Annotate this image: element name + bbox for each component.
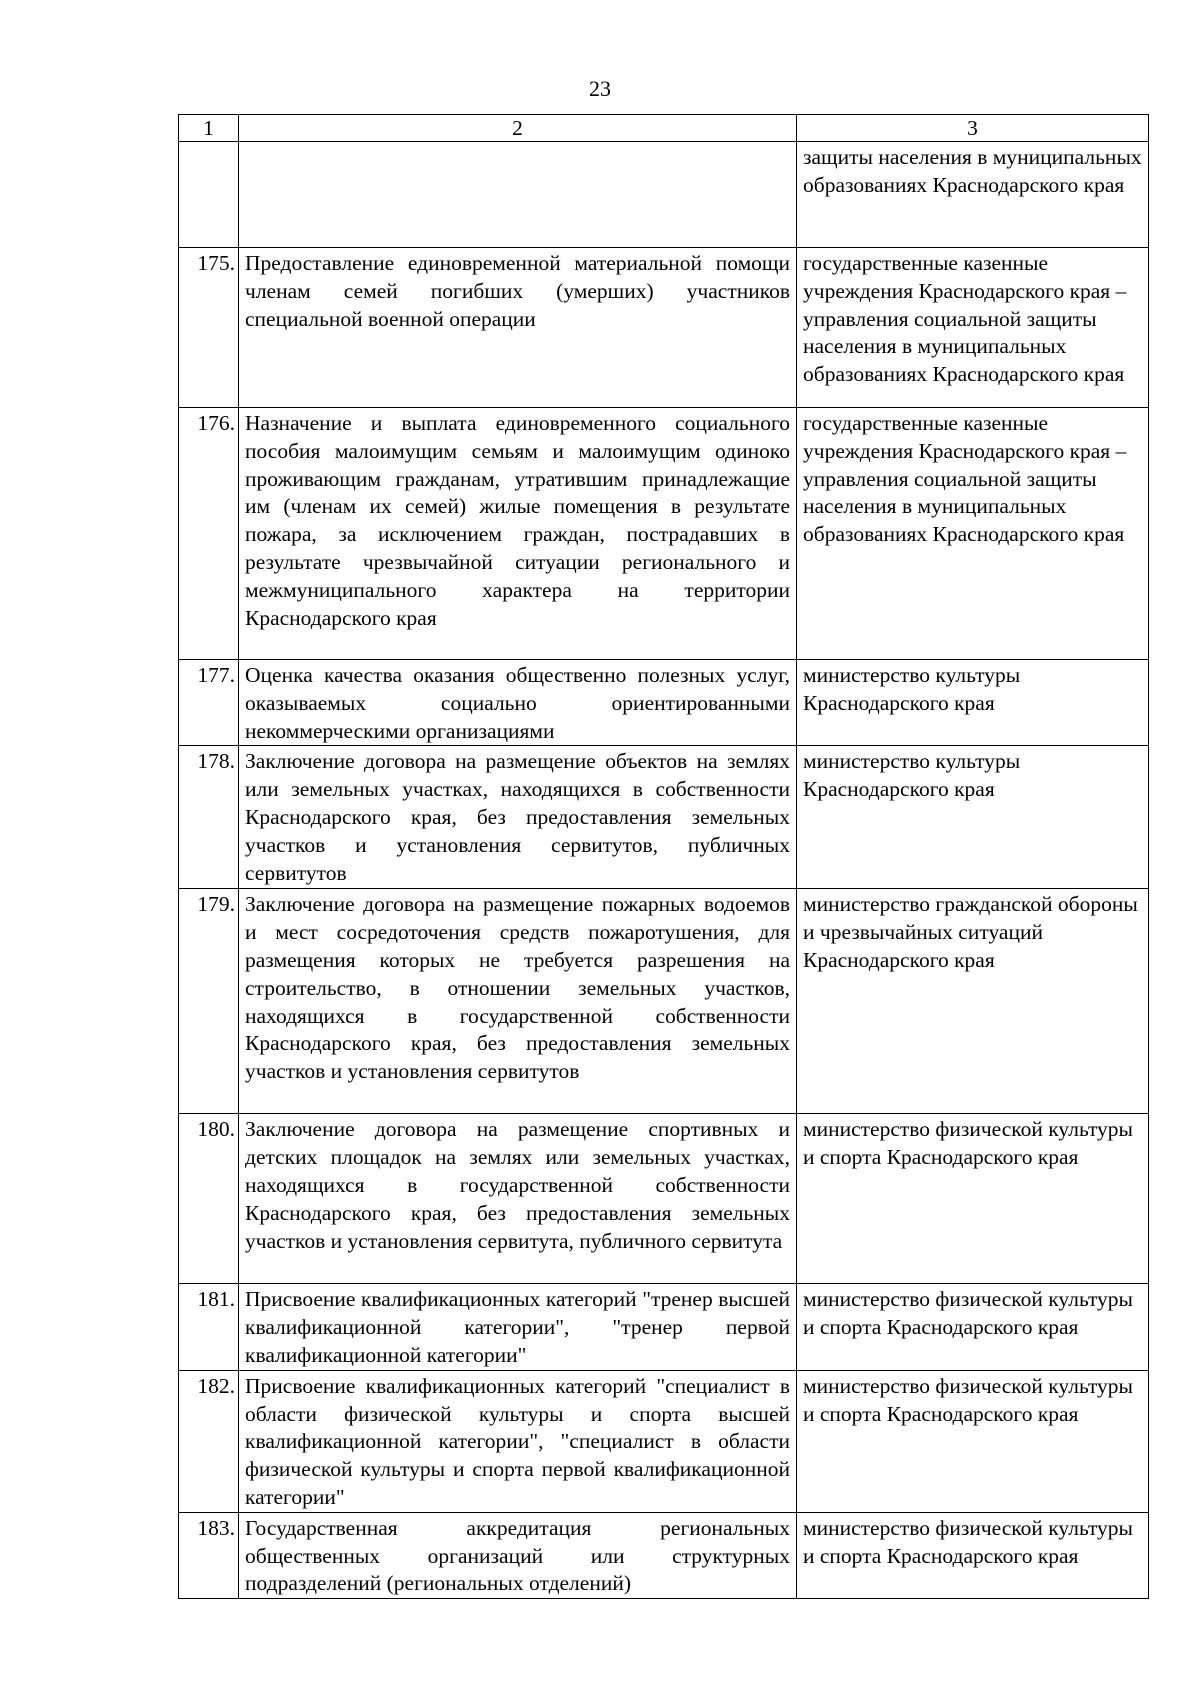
service-name	[239, 142, 797, 248]
table-row	[179, 1284, 1149, 1370]
row-number: 179.	[179, 889, 239, 1114]
table-row	[179, 248, 1149, 408]
row-number: 182.	[179, 1370, 239, 1512]
table-row	[179, 660, 1149, 746]
service-name: Присвоение квалификационных категорий "специалист в области физической культуры и спорта высшей квалификационной категории", "специалист в области физической культуры и спорта первой квалификационной категории"	[239, 1370, 797, 1512]
column-header-authority: 3	[797, 115, 1149, 142]
table-header-row	[179, 115, 1149, 142]
table-row	[179, 408, 1149, 660]
service-name: Заключение договора на размещение спортивных и детских площадок на землях или земельных участках, находящихся в государственной собственности Краснодарского края, без предоставления земельных участков и установления сервитута, публичного сервитута	[239, 1114, 797, 1284]
table-row	[179, 1512, 1149, 1598]
service-name: Заключение договора на размещение объектов на землях или земельных участках, находящихся в собственности Краснодарского края, без предоставления земельных участков и установления сервитутов, публичных сервитутов	[239, 746, 797, 889]
row-number: 176.	[179, 408, 239, 660]
responsible-authority: министерство физической культуры и спорта Краснодарского края	[797, 1114, 1149, 1284]
service-name: Государственная аккредитация региональных общественных организаций или структурных подразделений (региональных отделений)	[239, 1512, 797, 1598]
column-header-number: 1	[179, 115, 239, 142]
responsible-authority: министерство физической культуры и спорта Краснодарского края	[797, 1370, 1149, 1512]
responsible-authority: защиты населения в муниципальных образованиях Краснодарского края	[797, 142, 1149, 248]
row-number: 175.	[179, 248, 239, 408]
service-name: Предоставление единовременной материальной помощи членам семей погибших (умерших) участников специальной военной операции	[239, 248, 797, 408]
row-number: 180.	[179, 1114, 239, 1284]
table-row	[179, 746, 1149, 889]
responsible-authority: министерство культуры Краснодарского края	[797, 746, 1149, 889]
table-row	[179, 1114, 1149, 1284]
row-number: 178.	[179, 746, 239, 889]
row-number: 177.	[179, 660, 239, 746]
responsible-authority: министерство культуры Краснодарского края	[797, 660, 1149, 746]
table-row	[179, 142, 1149, 248]
service-name: Назначение и выплата единовременного социального пособия малоимущим семьям и малоимущим одиноко проживающим гражданам, утратившим принадлежащие им (членам их семей) жилые помещения в результате пожара, за исключением граждан, пострадавших в результате чрезвычайной ситуации регионального и межмуниципального характера на территории Краснодарского края	[239, 408, 797, 660]
column-header-service: 2	[239, 115, 797, 142]
row-number: 181.	[179, 1284, 239, 1370]
row-number	[179, 142, 239, 248]
page-number: 23	[589, 76, 611, 101]
service-name: Присвоение квалификационных категорий "тренер высшей квалификационной категории", "тренер первой квалификационной категории"	[239, 1284, 797, 1370]
table-row	[179, 1370, 1149, 1512]
responsible-authority: государственные казенные учреждения Краснодарского края – управления социальной защиты населения в муниципальных образованиях Краснодарского края	[797, 248, 1149, 408]
responsible-authority: министерство физической культуры и спорта Краснодарского края	[797, 1284, 1149, 1370]
service-name: Заключение договора на размещение пожарных водоемов и мест сосредоточения средств пожаротушения, для размещения которых не требуется разрешения на строительство, в отношении земельных участков, находящихся в государственной собственности Краснодарского края, без предоставления земельных участков и установления сервитутов	[239, 889, 797, 1114]
table-row	[179, 889, 1149, 1114]
responsible-authority: министерство физической культуры и спорта Краснодарского края	[797, 1512, 1149, 1598]
service-name: Оценка качества оказания общественно полезных услуг, оказываемых социально ориентированными некоммерческими организациями	[239, 660, 797, 746]
row-number: 183.	[179, 1512, 239, 1598]
services-table	[178, 114, 1149, 1599]
responsible-authority: государственные казенные учреждения Краснодарского края – управления социальной защиты населения в муниципальных образованиях Краснодарского края	[797, 408, 1149, 660]
responsible-authority: министерство гражданской обороны и чрезвычайных ситуаций Краснодарского края	[797, 889, 1149, 1114]
